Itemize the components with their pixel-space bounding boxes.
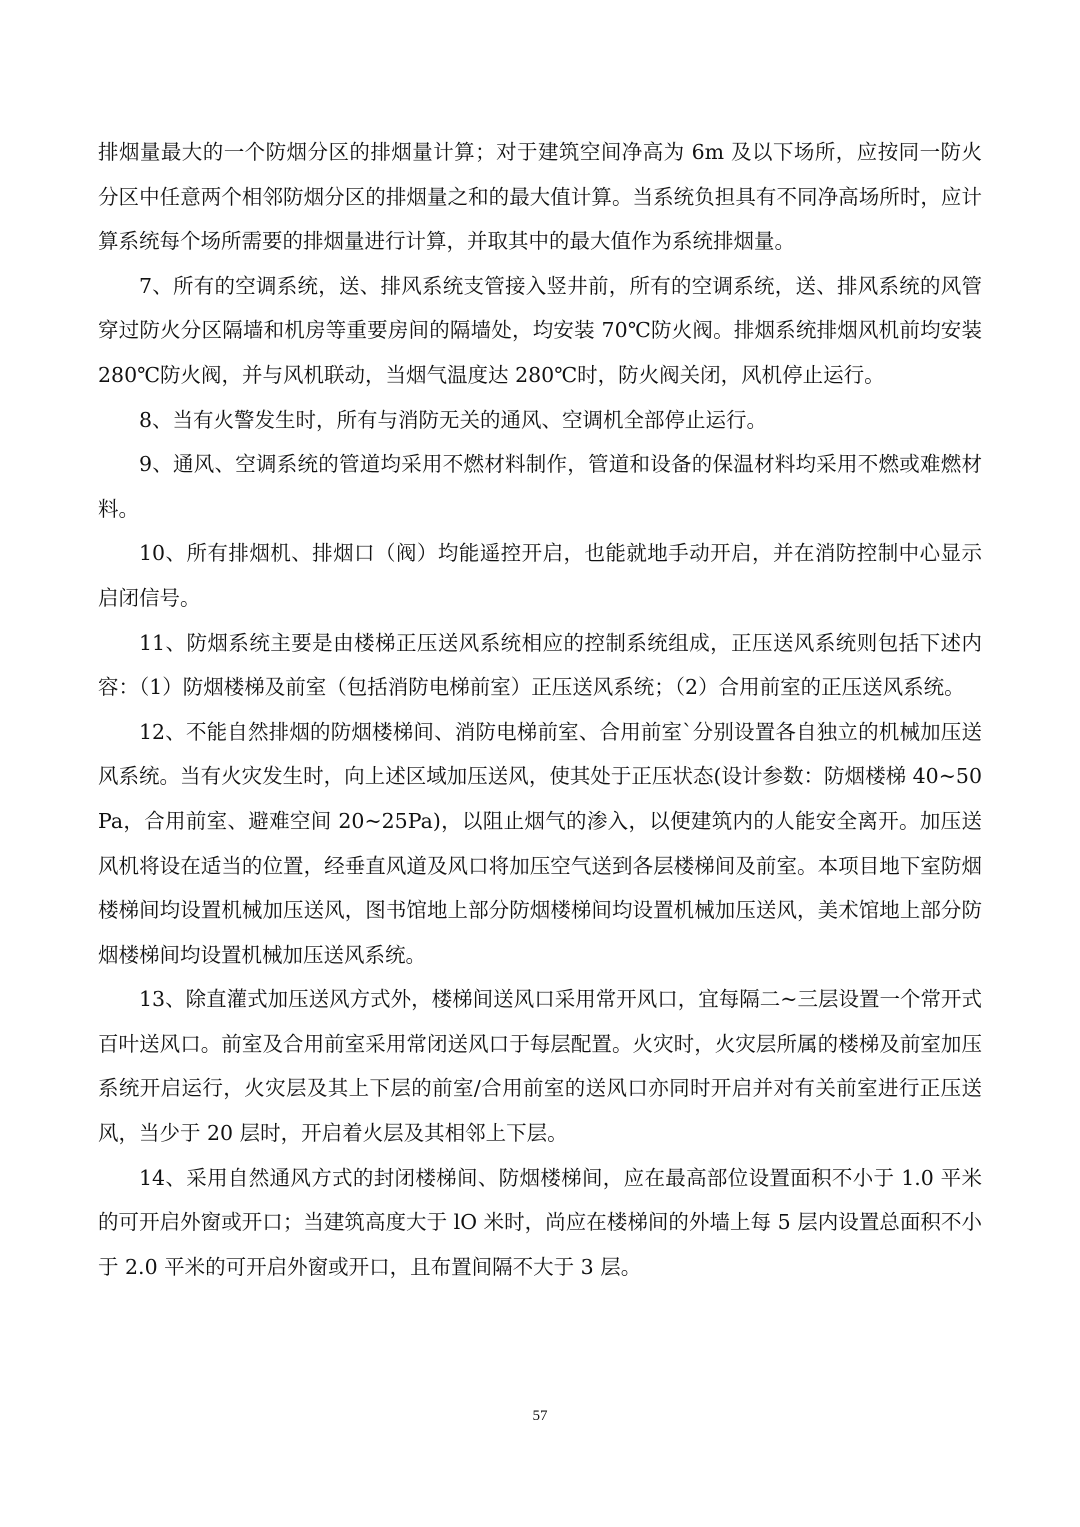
page-number: 57 — [532, 1408, 548, 1424]
paragraph-item-10: 10、所有排烟机、排烟口（阀）均能遥控开启，也能就地手动开启，并在消防控制中心显示启闭信号。 — [98, 541, 982, 610]
paragraph-continuation: 排烟量最大的一个防烟分区的排烟量计算；对于建筑空间净高为 6m 及以下场所，应按同一防火分区中任意两个相邻防烟分区的排烟量之和的最大值计算。当系统负担具有不同净高场所时，应计算系统每个场所需要的排烟量进行计算，并取其中的最大值作为系统排烟量。 — [98, 140, 982, 254]
paragraph-item-11: 11、防烟系统主要是由楼梯正压送风系统相应的控制系统组成，正压送风系统则包括下述内容：（1）防烟楼梯及前室（包括消防电梯前室）正压送风系统；（2）合用前室的正压送风系统。 — [98, 630, 982, 700]
document-body — [98, 130, 982, 1289]
paragraph-item-7: 7、所有的空调系统，送、排风系统支管接入竖井前，所有的空调系统，送、排风系统的风管穿过防火分区隔墙和机房等重要房间的隔墙处，均安装 70℃防火阀。排烟系统排烟风机前均安装 280℃防火阀，并与风机联动，当烟气温度达 280℃时，防火阀关闭，风机停止运行。 — [98, 273, 982, 387]
paragraph-item-8: 8、当有火警发生时，所有与消防无关的通风、空调机全部停止运行。 — [139, 407, 768, 432]
paragraph-item-9: 9、通风、空调系统的管道均采用不燃材料制作，管道和设备的保温材料均采用不燃或难燃材料。 — [98, 452, 982, 521]
paragraph-item-14: 14、采用自然通风方式的封闭楼梯间、防烟楼梯间，应在最高部位设置面积不小于 1.0 平米的可开启外窗或开口；当建筑高度大于 lO 米时，尚应在楼梯间的外墙上每 5 层内设置总面积不小于 2.0 平米的可开启外窗或开口，且布置间隔不大于 3 层。 — [98, 1165, 982, 1279]
paragraph-item-13: 13、除直灌式加压送风方式外，楼梯间送风口采用常开风口，宜每隔二~三层设置一个常开式百叶送风口。前室及合用前室采用常闭送风口于每层配置。火灾时，火灾层所属的楼梯及前室加压系统开启运行，火灾层及其上下层的前室/合用前室的送风口亦同时开启并对有关前室进行正压送风，当少于 20 层时，开启着火层及其相邻上下层。 — [98, 987, 982, 1146]
paragraph-item-12: 12、不能自然排烟的防烟楼梯间、消防电梯前室、合用前室`分别设置各自独立的机械加压送风系统。当有火灾发生时，向上述区域加压送风，使其处于正压状态(设计参数：防烟楼梯 40~50Pa，合用前室、避难空间 20~25Pa)，以阻止烟气的渗入，以便建筑内的人能安全离开。加压送风机将设在适当的位置，经垂直风道及风口将加压空气送到各层楼梯间及前室。本项目地下室防烟楼梯间均设置机械加压送风，图书馆地上部分防烟楼梯间均设置机械加压送风，美术馆地上部分防烟楼梯间均设置机械加压送风系统。 — [98, 719, 982, 967]
